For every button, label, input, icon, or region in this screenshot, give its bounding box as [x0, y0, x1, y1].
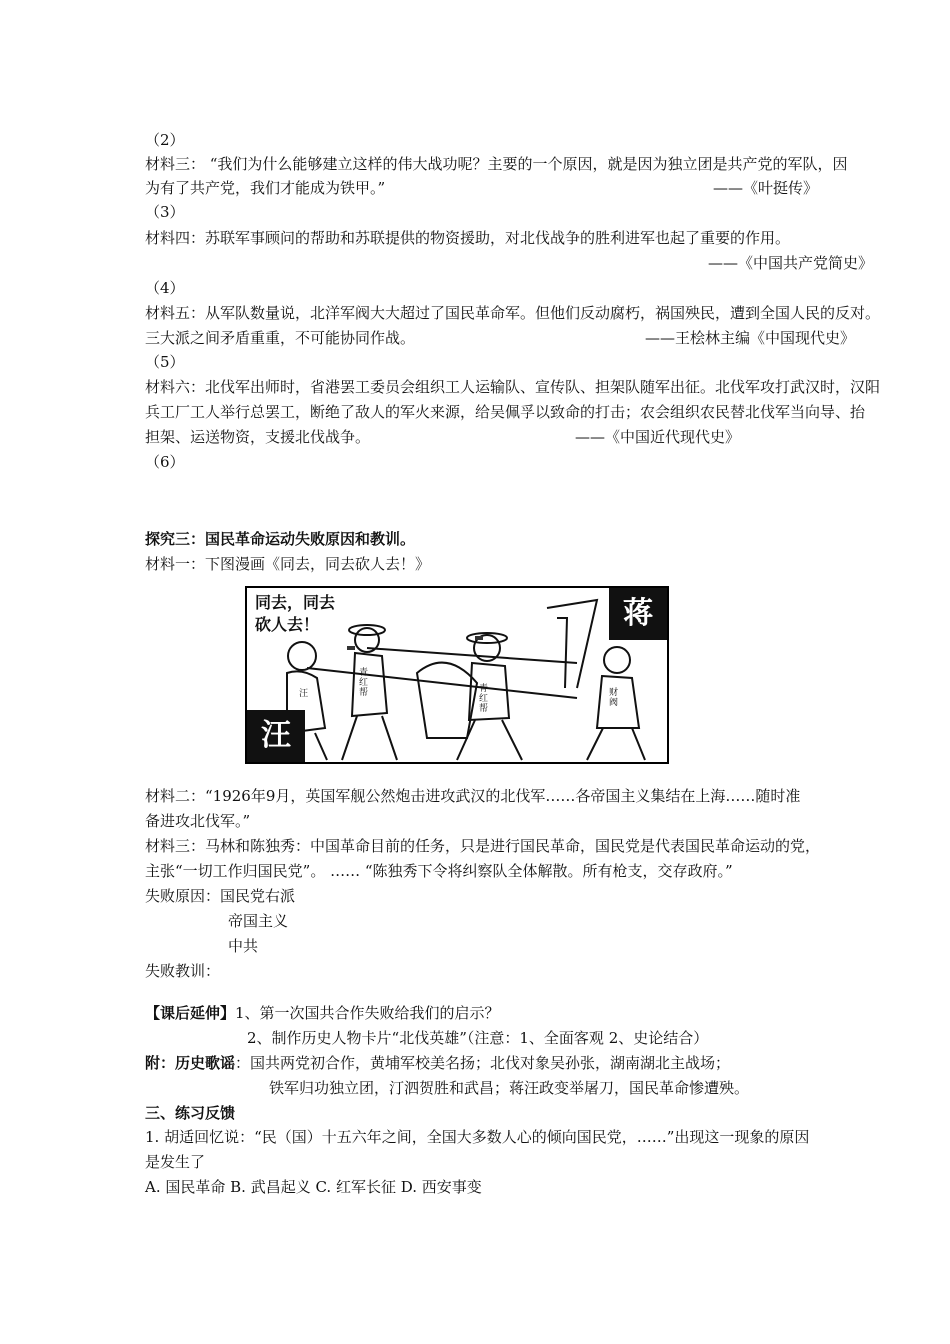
paragraph-line: 材料三：马林和陈独秀：中国革命目前的任务，只是进行国民革命，国民党是代表国民革命运动的党， [145, 837, 821, 855]
item-number: （4） [145, 279, 185, 297]
paragraph-line: 材料二：“1926年9月，英国军舰公然炮击进攻武汉的北伐军……各帝国主义集结在上海……随时准 [145, 787, 801, 805]
paragraph-line: 三大派之间矛盾重重，不可能协同作战。 [145, 329, 416, 347]
paragraph-line: 失败教训： [145, 962, 221, 980]
song-line [145, 1051, 730, 1075]
item-number: （2） [145, 131, 185, 149]
extension-heading: 【课后延伸】 [145, 1004, 236, 1022]
answer-options: A. 国民革命 B. 武昌起义 C. 红军长征 D. 西安事变 [145, 1178, 482, 1196]
source-citation: ——《叶挺传》 [713, 179, 819, 197]
paragraph-line: 担架、运送物资，支援北伐战争。 [145, 428, 371, 446]
paragraph-line: 为有了共产党，我们才能成为铁甲。” [145, 179, 386, 197]
paragraph-line: 材料五：从军队数量说，北洋军阀大大超过了国民革命军。但他们反动腐朽，祸国殃民，遭到全国人民的反对。 [145, 304, 881, 322]
extension-line [145, 1001, 500, 1025]
figure-label: 青红帮 [359, 668, 369, 698]
paragraph-line: 主张“一切工作归国民党”。 …… “陈独秀下令将纠察队全体解散。所有枪支，交存政府。” [145, 862, 733, 880]
paragraph-line: 中共 [228, 937, 259, 955]
paragraph-line: 材料六：北伐军出师时，省港罢工委员会组织工人运输队、宣传队、担架队随军出征。北伐军攻打武汉时，汉阳 [145, 378, 881, 396]
item-number: （5） [145, 353, 185, 371]
item-number: （3） [145, 203, 185, 221]
figure-label: 财阀 [609, 688, 619, 708]
paragraph-line: 材料一：下图漫画《同去，同去砍人去！》 [145, 555, 431, 573]
source-citation: ——《中国共产党简史》 [708, 254, 874, 272]
source-citation: ——《中国近代现代史》 [575, 428, 741, 446]
question-text: 1. 胡适回忆说：“民（国）十五六年之间，全国大多数人心的倾向国民党，……”出现这一现象的原因 [145, 1128, 810, 1146]
question-text: 是发生了 [145, 1153, 206, 1171]
section-heading: 三、练习反馈 [145, 1104, 236, 1122]
paragraph-line: 备进攻北伐军。” [145, 812, 251, 830]
paragraph-line: 材料四：苏联军事顾问的帮助和苏联提供的物资援助，对北伐战争的胜利进军也起了重要的作用。 [145, 229, 791, 247]
chiang-label-box: 蒋 [609, 588, 667, 640]
item-number: （6） [145, 453, 185, 471]
paragraph-line: 材料三： “我们为什么能够建立这样的伟大战功呢？主要的一个原因，就是因为独立团是共产党的军队，因 [145, 155, 848, 173]
source-citation: ——王桧林主编《中国现代史》 [645, 329, 856, 347]
paragraph-line: 帝国主义 [228, 912, 289, 930]
paragraph-line: 兵工厂工人举行总罢工，断绝了敌人的军火来源，给吴佩孚以致命的打击；农会组织农民替北伐军当向导、抬 [145, 403, 866, 421]
cartoon-image [245, 586, 669, 764]
speech-bubble-text: 同去，同去 砍人去！ [255, 593, 336, 634]
wang-label-box: 汪 [247, 710, 305, 762]
extension-item: 2、制作历史人物卡片“北伐英雄”（注意：1、全面客观 2、史论结合） [247, 1029, 709, 1047]
figure-label: 青红帮 [479, 684, 489, 714]
song-text: ：国共两党初合作，黄埔军校美名扬；北伐对象吴孙张，湖南湖北主战场； [235, 1054, 731, 1072]
song-heading: 附：历史歌谣 [145, 1054, 236, 1072]
song-text: 铁军归功独立团，汀泗贺胜和武昌；蒋汪政变举屠刀，国民革命惨遭殃。 [269, 1079, 750, 1097]
section-heading: 探究三：国民革命运动失败原因和教训。 [145, 530, 416, 548]
paragraph-line: 失败原因：国民党右派 [145, 887, 296, 905]
extension-item: 1、第一次国共合作失败给我们的启示？ [235, 1004, 500, 1022]
figure-label: 汪 [299, 689, 309, 699]
